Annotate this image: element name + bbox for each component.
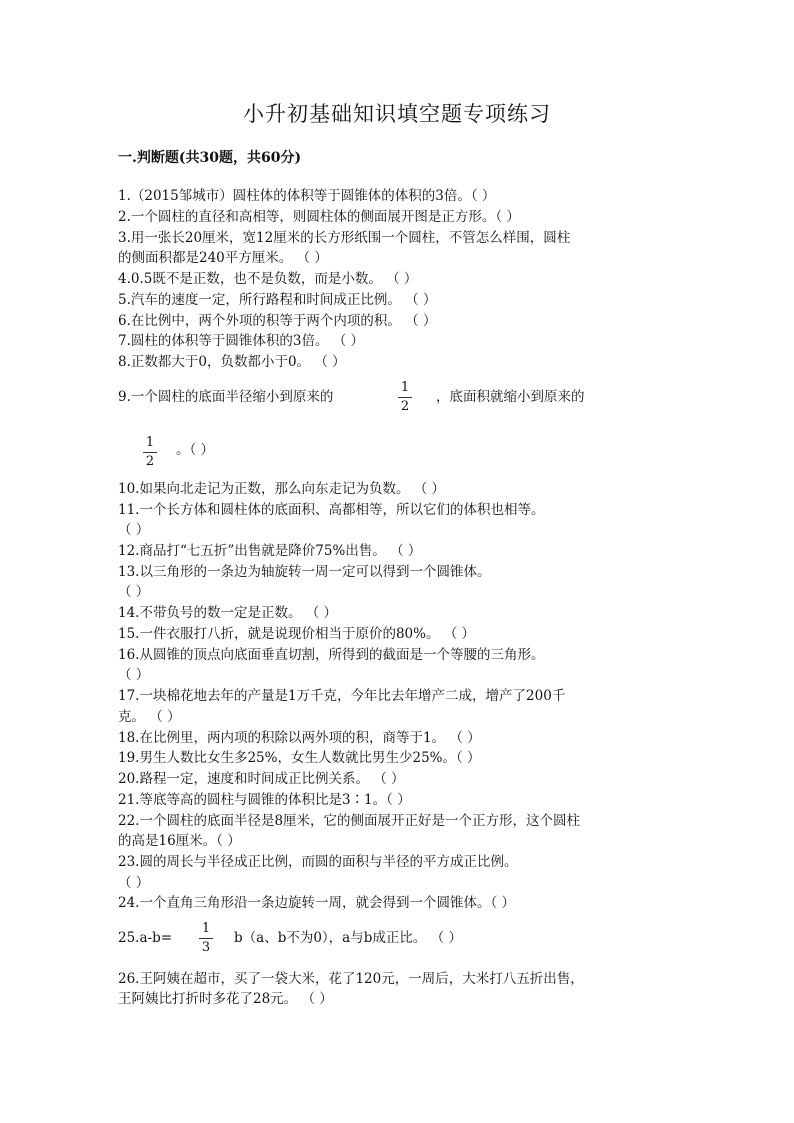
question-24: 24.一个直角三角形沿一条边旋转一周，就会得到一个圆锥体。（ ） bbox=[118, 895, 516, 911]
fraction-bar bbox=[398, 397, 412, 398]
question-9-part-3: 。（ ） bbox=[176, 442, 215, 458]
question-9-fraction-2 bbox=[143, 436, 157, 469]
fraction-denominator: 2 bbox=[400, 399, 410, 414]
question-7: 7.圆柱的体积等于圆锥体积的3倍。 （ ） bbox=[118, 333, 365, 349]
question-3-line-1: 3.用一张长20厘米，宽12厘米的长方形纸围一个圆柱，不管怎么样围，圆柱 bbox=[118, 230, 571, 246]
question-23-line-2: （ ） bbox=[118, 875, 150, 891]
question-9-part-1: 9.一个圆柱的底面半径缩小到原来的 bbox=[118, 389, 334, 405]
question-4: 4.0.5既不是正数，也不是负数，而是小数。 （ ） bbox=[118, 271, 418, 287]
fraction-denominator: 3 bbox=[201, 940, 211, 955]
question-1: 1.（2015邹城市）圆柱体的体积等于圆锥体的体积的3倍。（ ） bbox=[118, 188, 496, 204]
question-12: 12.商品打“七五折”出售就是降价75%出售。 （ ） bbox=[118, 543, 422, 559]
fraction-numerator: 1 bbox=[400, 380, 410, 395]
question-23-line-1: 23.圆的周长与半径成正比例，而圆的面积与半径的平方成正比例。 bbox=[118, 854, 518, 870]
question-13-line-2: （ ） bbox=[118, 584, 150, 600]
question-22-line-1: 22.一个圆柱的底面半径是8厘米，它的侧面展开正好是一个正方形，这个圆柱 bbox=[118, 813, 581, 829]
fraction-numerator: 1 bbox=[201, 921, 211, 936]
question-3-line-2: 的侧面积都是240平方厘米。 （ ） bbox=[118, 250, 328, 266]
question-16-line-2: （ ） bbox=[118, 667, 150, 683]
question-25-part-2: b（a、b不为0），a与b成正比。 （ ） bbox=[234, 930, 462, 946]
question-17-line-1: 17.一块棉花地去年的产量是1万千克，今年比去年增产二成，增产了200千 bbox=[118, 688, 566, 704]
question-11-line-2: （ ） bbox=[118, 522, 150, 538]
question-10: 10.如果向北走记为正数，那么向东走记为负数。 （ ） bbox=[118, 481, 446, 497]
question-19: 19.男生人数比女生多25%，女生人数就比男生少25%。（ ） bbox=[118, 750, 481, 766]
question-15: 15.一件衣服打八折，就是说现价相当于原价的80%。 （ ） bbox=[118, 626, 476, 642]
question-13-line-1: 13.以三角形的一条边为轴旋转一周一定可以得到一个圆锥体。 bbox=[118, 564, 491, 580]
fraction-denominator: 2 bbox=[145, 454, 155, 469]
question-22-line-2: 的高是16厘米。（ ） bbox=[118, 833, 241, 849]
question-21: 21.等底等高的圆柱与圆锥的体积比是3∶1。（ ） bbox=[118, 792, 411, 808]
question-25-part-1: 25.a-b= bbox=[118, 930, 173, 946]
question-26-line-2: 王阿姨比打折时多花了28元。 （ ） bbox=[118, 991, 333, 1007]
question-16-line-1: 16.从圆锥的顶点向底面垂直切割，所得到的截面是一个等腰的三角形。 bbox=[118, 647, 545, 663]
question-14: 14.不带负号的数一定是正数。 （ ） bbox=[118, 605, 338, 621]
question-9-fraction-1 bbox=[398, 381, 412, 414]
question-2: 2.一个圆柱的直径和高相等，则圆柱体的侧面展开图是正方形。（ ） bbox=[118, 209, 520, 225]
fraction-bar bbox=[143, 452, 157, 453]
question-8: 8.正数都大于0，负数都小于0。 （ ） bbox=[118, 354, 346, 370]
question-26-line-1: 26.王阿姨在超市，买了一袋大米，花了120元，一周后，大米打八五折出售， bbox=[118, 971, 584, 987]
question-25-fraction bbox=[199, 922, 213, 955]
question-9-part-2: ，底面积就缩小到原来的 bbox=[436, 389, 585, 405]
question-5: 5.汽车的速度一定，所行路程和时间成正比例。 （ ） bbox=[118, 292, 437, 308]
section-header: 一.判断题(共30题，共60分) bbox=[118, 150, 302, 166]
question-18: 18.在比例里，两内项的积除以两外项的积，商等于1。 （ ） bbox=[118, 730, 481, 746]
question-17-line-2: 克。 （ ） bbox=[118, 709, 181, 725]
question-20: 20.路程一定，速度和时间成正比例关系。 （ ） bbox=[118, 771, 405, 787]
fraction-bar bbox=[199, 938, 213, 939]
fraction-numerator: 1 bbox=[145, 435, 155, 450]
question-6: 6.在比例中，两个外项的积等于两个内项的积。 （ ） bbox=[118, 313, 437, 329]
question-11-line-1: 11.一个长方体和圆柱体的底面积、高都相等，所以它们的体积也相等。 bbox=[118, 502, 545, 518]
document-title: 小升初基础知识填空题专项练习 bbox=[243, 102, 551, 126]
